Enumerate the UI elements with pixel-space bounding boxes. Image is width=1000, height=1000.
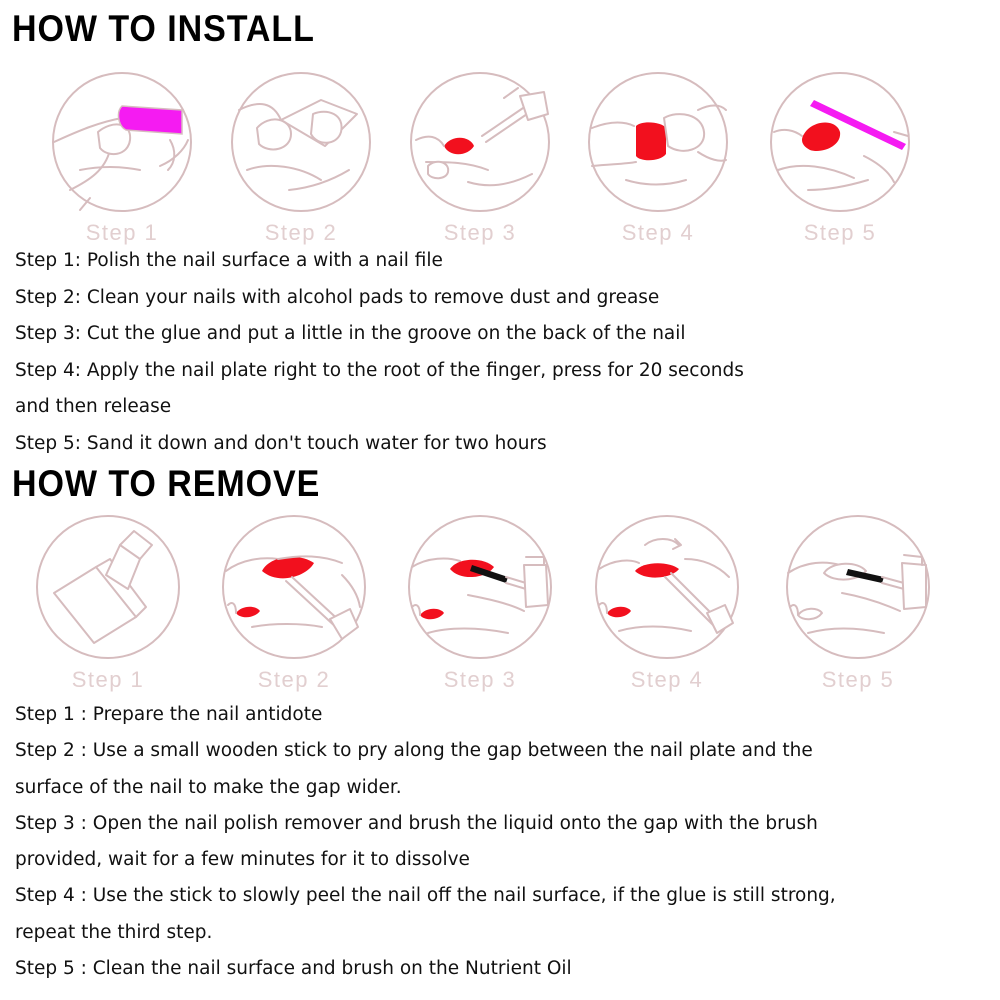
remove-line-5: provided, wait for a few minutes for it to dissolve — [15, 849, 470, 871]
remove-line-3: surface of the nail to make the gap wider. — [15, 776, 402, 798]
install-line-1: Step 1: Polish the nail surface a with a nail file — [15, 250, 443, 271]
remove-figure-step-5 — [778, 515, 938, 700]
remove-step-4-caption: Step 4 — [630, 667, 704, 692]
brush-remover-icon — [408, 515, 552, 659]
remove-heading: HOW TO REMOVE — [12, 463, 321, 504]
glue-application-icon — [408, 70, 552, 214]
nail-file-polishing-icon — [50, 70, 194, 214]
install-heading: HOW TO INSTALL — [12, 8, 315, 49]
install-step-2-caption: Step 2 — [264, 220, 338, 245]
remove-line-6: Step 4 : Use the stick to slowly peel the nail off the nail surface, if the glue is still strong, — [15, 885, 836, 907]
install-figure-step-5 — [760, 70, 920, 255]
install-figure-step-4 — [578, 70, 738, 255]
install-line-6: Step 5: Sand it down and don't touch water for two hours — [15, 432, 547, 454]
install-step-3-caption: Step 3 — [443, 220, 517, 245]
remove-figure-step-4 — [587, 515, 747, 700]
remove-instructions — [15, 703, 836, 993]
remove-line-8: Step 5 : Clean the nail surface and brush on the Nutrient Oil — [15, 958, 572, 980]
install-figure-step-2 — [221, 70, 381, 255]
install-figure-step-3 — [400, 70, 560, 255]
install-line-2: Step 2: Clean your nails with alcohol pads to remove dust and grease — [15, 286, 660, 308]
sanding-nail-icon — [768, 70, 912, 214]
remove-step-3-caption: Step 3 — [443, 667, 517, 692]
remove-line-1: Step 1 : Prepare the nail antidote — [15, 704, 323, 725]
install-line-4: Step 4: Apply the nail plate right to the root of the finger, press for 20 seconds — [15, 359, 744, 381]
peel-nail-icon — [595, 515, 739, 659]
wooden-stick-pry-icon — [222, 515, 366, 659]
remover-bottle-icon — [36, 515, 180, 659]
remove-figure-step-3 — [400, 515, 560, 700]
install-step-1-caption: Step 1 — [85, 220, 159, 245]
remove-figure-step-1 — [28, 515, 188, 700]
remove-line-2: Step 2 : Use a small wooden stick to pry along the gap between the nail plate and the — [15, 740, 813, 762]
remove-step-2-caption: Step 2 — [257, 667, 331, 692]
alcohol-pad-cleaning-icon — [229, 70, 373, 214]
nutrient-oil-brush-icon — [786, 515, 930, 659]
install-instructions — [15, 249, 744, 468]
install-step-5-caption: Step 5 — [803, 220, 877, 245]
remove-figure-step-2 — [214, 515, 374, 700]
remove-line-4: Step 3 : Open the nail polish remover and brush the liquid onto the gap with the brush — [15, 812, 818, 834]
install-figure-step-1 — [42, 70, 202, 255]
press-nail-icon — [586, 70, 730, 214]
install-line-5: and then release — [15, 396, 172, 417]
remove-step-1-caption: Step 1 — [71, 667, 145, 692]
install-line-3: Step 3: Cut the glue and put a little in the groove on the back of the nail — [15, 323, 686, 344]
remove-step-5-caption: Step 5 — [821, 667, 895, 692]
install-step-4-caption: Step 4 — [621, 220, 695, 245]
remove-line-7: repeat the third step. — [15, 921, 213, 943]
